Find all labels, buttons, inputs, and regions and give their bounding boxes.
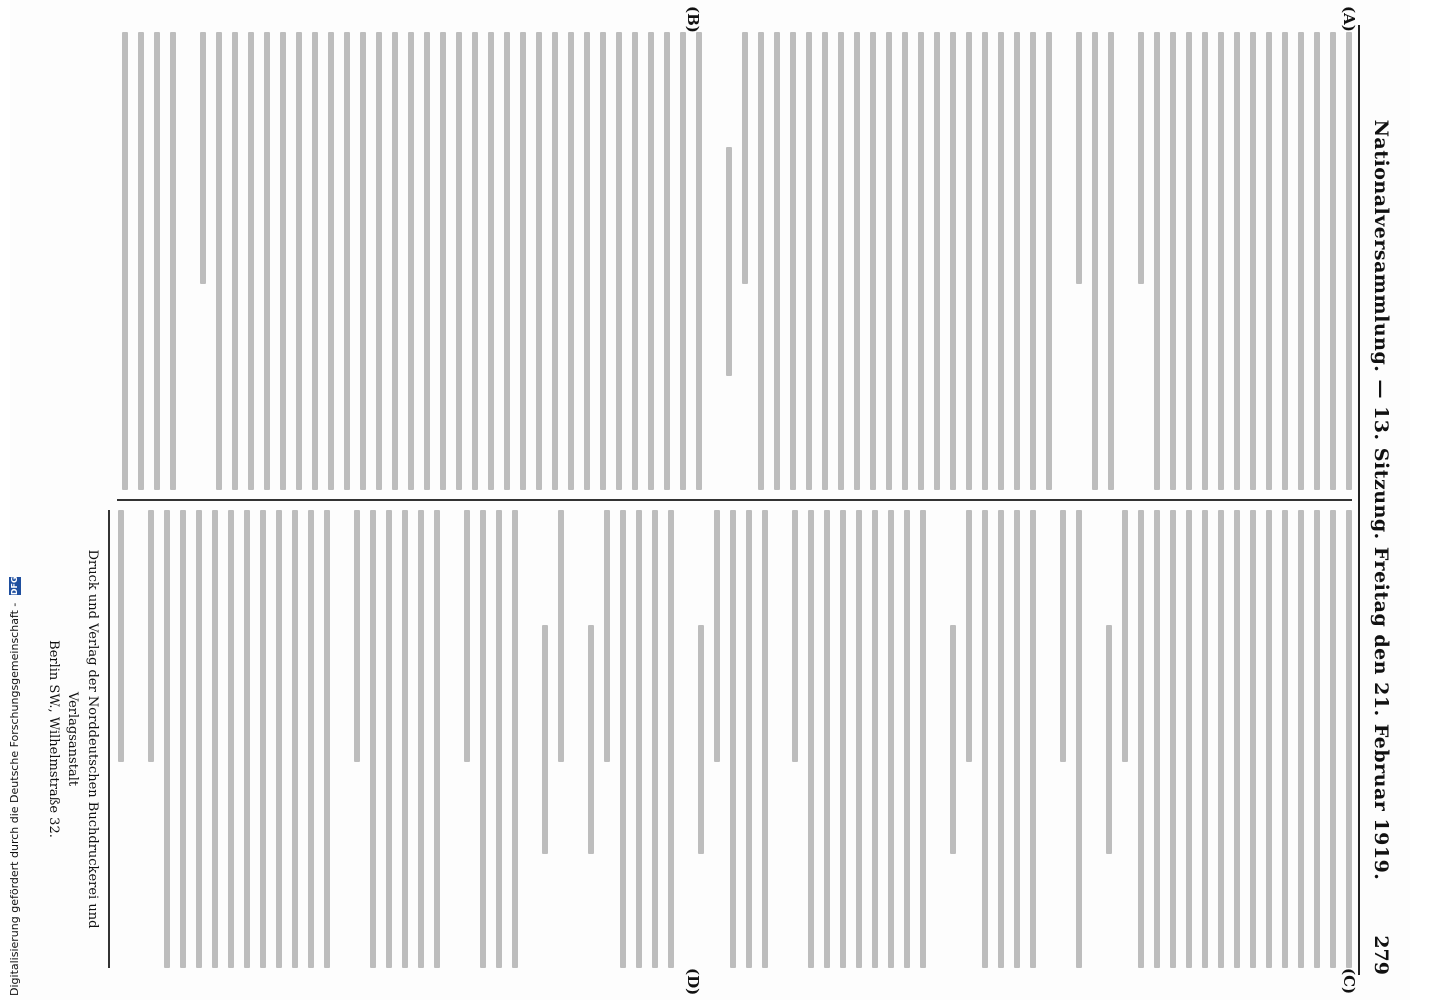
running-header	[1358, 25, 1396, 975]
margin-marker-b: (B)	[684, 6, 702, 33]
margin-marker-a: (A)	[1340, 6, 1358, 32]
document-page	[10, 0, 1410, 1000]
column-divider	[117, 499, 1352, 501]
margin-marker-c: (C)	[1340, 968, 1358, 995]
margin-marker-d: (D)	[684, 968, 702, 996]
dfg-logo-icon: DFG	[10, 576, 19, 596]
right-text-column	[117, 510, 1352, 968]
digitization-credit	[8, 6, 24, 996]
footer-divider	[108, 510, 110, 968]
digitization-credit-text: Digitalisierung gefördert durch die Deutsche Forschungsgemeinschaft -	[8, 602, 21, 996]
imprint-footer	[44, 510, 103, 968]
left-text-column	[117, 32, 1352, 490]
page-number: 279	[1370, 935, 1392, 975]
imprint-line-2: Berlin SW., Wilhelmstraße 32.	[46, 640, 61, 838]
page-title: Nationalversammlung. — 13. Sitzung. Freitag den 21. Februar 1919.	[1370, 119, 1392, 881]
imprint-line-1: Druck und Verlag der Norddeutschen Buchdruckerei und Verlagsanstalt	[65, 549, 100, 929]
